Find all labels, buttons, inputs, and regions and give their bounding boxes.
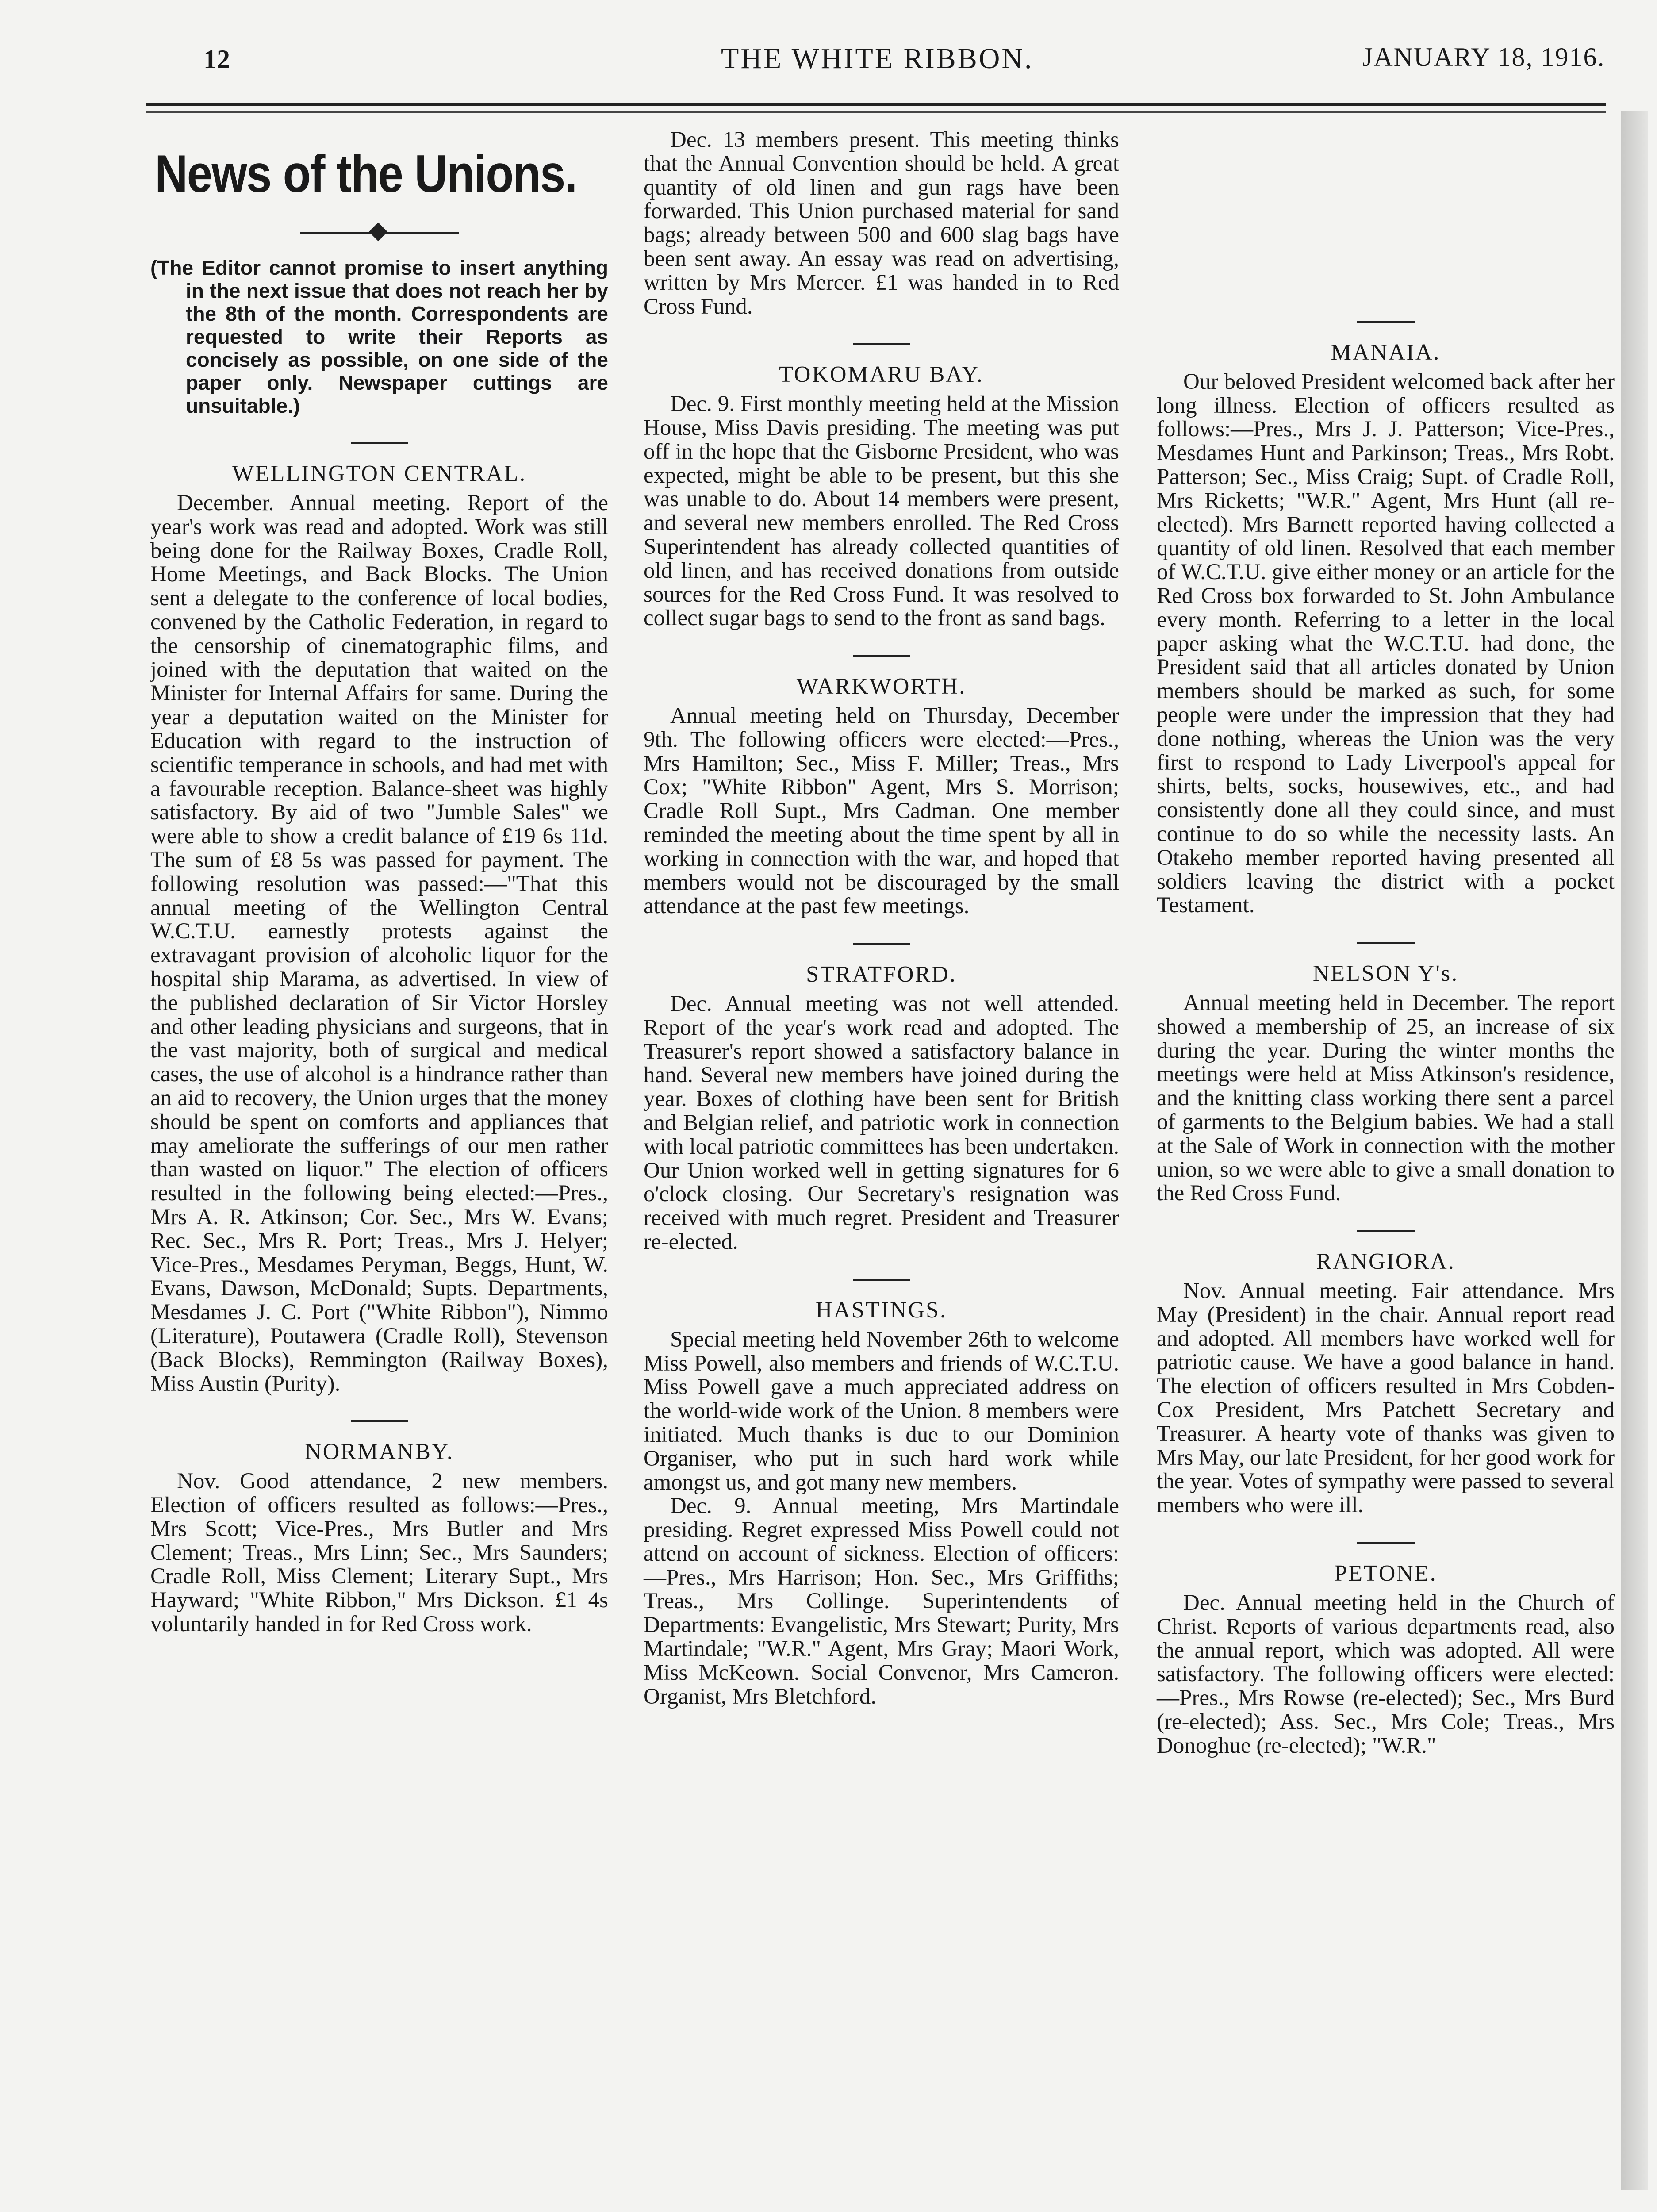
section-body-rangiora: Nov. Annual meeting. Fair attendance. Mrs May (President) in the chair. Annual report read and adopted. All members have worked well for patriotic cause. We have a good balance in hand. The election of officers resulted in Mrs Cobden-Cox President, Mrs Patchett Secretary and Treasurer. A hearty vote of thanks was given to Mrs May, our late President, for her good work for the year. Votes of sympathy were passed to several members who were ill. (1157, 1279, 1615, 1518)
editor-note: (The Editor cannot promise to insert anything in the next issue that does not reach her by the 8th of the month. Correspondents are requested to write their Reports as concisely as possible, on one side of the paper only. Newspaper cuttings are unsuitable.) (150, 256, 608, 418)
section-separator (351, 442, 408, 444)
section-heading-rangiora: RANGIORA. (1316, 1249, 1455, 1275)
column-3 (1157, 128, 1615, 1758)
section-body-hastings-1: Special meeting held November 26th to welcome Miss Powell, also members and friends of W.C.T.U. Miss Powell gave a much appreciated address on the world-wide work of the Union. 8 members were initiated. Much thanks is due to our Dominion Organiser, who put in such hard work while amongst us, and got many new members. (644, 1327, 1119, 1495)
section-heading-normanby: NORMANBY. (305, 1439, 454, 1465)
main-title: News of the Unions. (155, 144, 577, 204)
column-3-top-spacer (1157, 128, 1615, 296)
section-separator (351, 1420, 408, 1422)
column-2 (644, 128, 1119, 1709)
section-heading-manaia: MANAIA. (1331, 340, 1441, 365)
title-ornament (150, 215, 608, 239)
section-body-hastings-2: Dec. 9. Annual meeting, Mrs Martindale presiding. Regret expressed Miss Powell could not attend on account of sickness. Election of officers:—Pres., Mrs Harrison; Hon. Sec., Mrs Griffiths; Treas., Mrs Collinge. Superintendents of Departments: Evangelistic, Mrs Stewart; Purity, Mrs Martindale; "W.R." Agent, Mrs Gray; Maori Work, Miss McKeown. Social Convenor, Mrs Cameron. Organist, Mrs Bletchford. (644, 1494, 1119, 1709)
issue-date: JANUARY 18, 1916. (1362, 42, 1605, 72)
section-separator (853, 343, 910, 345)
section-heading-stratford: STRATFORD. (806, 962, 957, 987)
page-header (186, 40, 1619, 80)
publication-title: THE WHITE RIBBON. (721, 42, 1034, 75)
section-separator (1357, 321, 1415, 323)
section-separator (853, 655, 910, 657)
section-separator (1357, 1542, 1415, 1544)
section-body-wellington: December. Annual meeting. Report of the year's work was read and adopted. Work was still being done for the Railway Boxes, Cradle Roll, Home Meetings, and Back Blocks. The Union sent a delegate to the conference of local bodies, convened by the Catholic Federation, in regard to the censorship of cinematographic films, and joined with the deputation that waited on the Minister for Internal Affairs for same. During the year a deputation waited on the Minister for Education with regard to the instruction of scientific temperance in schools, and had met with a favourable reception. Balance-sheet was highly satisfactory. By aid of two "Jumble Sales" we were able to show a credit balance of £19 6s 11d. The sum of £8 5s was passed for payment. The following resolution was passed:—"That this annual meeting of the Wellington Central W.C.T.U. earnestly protests against the extravagant provision of alcoholic liquor for the hospital ship Marama, as advertised. In view of the published declaration of Sir Victor Horsley and other leading physicians and surgeons, that in the vast majority, both of surgical and medical cases, the use of alcohol is a hindrance rather than an aid to recovery, the Union urges that the money should be spent on comforts and appliances that may ameliorate the sufferings of our men rather than wasted on liquor." The election of officers resulted in the following being elected:—Pres., Mrs A. R. Atkinson; Cor. Sec., Mrs W. Evans; Rec. Sec., Mrs R. Port; Treas., Mrs J. Helyer; Vice-Pres., Mesdames Peryman, Beggs, Hunt, W. Evans, Dawson, McDonald; Supts. Departments, Mesdames J. C. Port ("White Ribbon"), Nimmo (Literature), Poutawera (Cradle Roll), Stevenson (Back Blocks), Remmington (Railway Boxes), Miss Austin (Purity). (150, 491, 608, 1396)
section-separator (1357, 1230, 1415, 1232)
section-separator (853, 1279, 910, 1281)
section-body-warkworth: Annual meeting held on Thursday, December 9th. The following officers were elected:—Pres., Mrs Hamilton; Sec., Miss F. Miller; Treas., Mrs Cox; "White Ribbon" Agent, Mrs S. Morrison; Cradle Roll Supt., Mrs Cadman. One member reminded the meeting about the time spent by all in working in connection with the war, and hoped that members would not be discouraged by the small attendance at the past few meetings. (644, 703, 1119, 919)
page-binding-edge (1621, 111, 1648, 2190)
section-heading-warkworth: WARKWORTH. (796, 674, 967, 699)
section-body-normanby: Nov. Good attendance, 2 new members. Election of officers resulted as follows:—Pres., Mrs Scott; Vice-Pres., Mrs Butler and Mrs Clement; Treas., Mrs Linn; Sec., Mrs Saunders; Cradle Roll, Miss Clement; Literary Supt., Mrs Hayward; "White Ribbon," Mrs Dickson. £1 4s voluntarily handed in for Red Cross work. (150, 1469, 608, 1636)
section-heading-hastings: HASTINGS. (815, 1297, 947, 1323)
header-rule (146, 103, 1606, 113)
section-body-stratford: Dec. Annual meeting was not well attended. Report of the year's work read and adopted. The Treasurer's report showed a satisfactory balance in hand. Several new members have joined during the year. Boxes of clothing have been sent for British and Belgian relief, and patriotic work in connection with local patriotic committees has been undertaken. Our Union worked well in getting signatures for 6 o'clock closing. Our Secretary's resignation was received with much regret. President and Treasurer re-elected. (644, 991, 1119, 1255)
page-number: 12 (203, 45, 230, 74)
section-heading-wellington: WELLINGTON CENTRAL. (232, 461, 527, 487)
section-separator (1357, 942, 1415, 944)
section-heading-tokomaru: TOKOMARU BAY. (779, 362, 984, 388)
section-body-petone: Dec. Annual meeting held in the Church of Christ. Reports of various departments read, also the annual report, which was adopted. All were satisfactory. The following officers were elected:—Pres., Mrs Rowse (re-elected); Sec., Mrs Burd (re-elected); Ass. Sec., Mrs Cole; Treas., Mrs Donoghue (re-elected); "W.R." (1157, 1590, 1615, 1758)
section-heading-petone: PETONE. (1334, 1561, 1437, 1586)
section-body-normanby-continued: Dec. 13 members present. This meeting thinks that the Annual Convention should be held. A great quantity of old linen and gun rags have been forwarded. This Union purchased material for sand bags; already between 500 and 600 slag bags have been sent away. An essay was read on advertising, written by Mrs Mercer. £1 was handed in to Red Cross Fund. (644, 127, 1119, 319)
section-body-tokomaru: Dec. 9. First monthly meeting held at the Mission House, Miss Davis presiding. The meeting was put off in the hope that the Gisborne President, who was expected, might be able to be present, but this she was unable to do. About 14 members were present, and several new members enrolled. The Red Cross Superintendent has already collected quantities of old linen, and has received donations from outside sources for the Red Cross Fund. It was resolved to collect sugar bags to send to the front as sand bags. (644, 392, 1119, 631)
section-body-manaia: Our beloved President welcomed back after her long illness. Election of officers resulted as follows:—Pres., Mrs J. J. Patterson; Vice-Pres., Mesdames Hunt and Parkinson; Treas., Mrs Robt. Patterson; Sec., Miss Craig; Supt. of Cradle Roll, Mrs Ricketts; "W.R." Agent, Mrs Hunt (all re-elected). Mrs Barnett reported having collected a quantity of old linen. Resolved that each member of W.C.T.U. give either money or an article for the Red Cross box forwarded to St. John Ambulance every month. Referring to a letter in the local paper asking what the W.C.T.U. had done, the President said that all articles donated by Union members should be marked as such, for some people were under the impression that they had done nothing, whereas the Union was the very first to respond to Lady Liverpool's appeal for shirts, belts, socks, housewives, etc., and had consistently done all they could since, and must continue to do so while the necessity lasts. An Otakeho member reported having presented all soldiers leaving the district with a pocket Testament. (1157, 369, 1615, 918)
column-1 (150, 128, 608, 1636)
section-heading-nelson: NELSON Y's. (1312, 961, 1459, 987)
section-separator (853, 943, 910, 945)
section-body-nelson: Annual meeting held in December. The report showed a membership of 25, an increase of six during the year. During the winter months the meetings were held at Miss Atkinson's residence, and the knitting class working there sent a parcel of garments to the Belgium babies. We had a stall at the Sale of Work in connection with the mother union, so we were able to give a small donation to the Red Cross Fund. (1157, 991, 1615, 1206)
